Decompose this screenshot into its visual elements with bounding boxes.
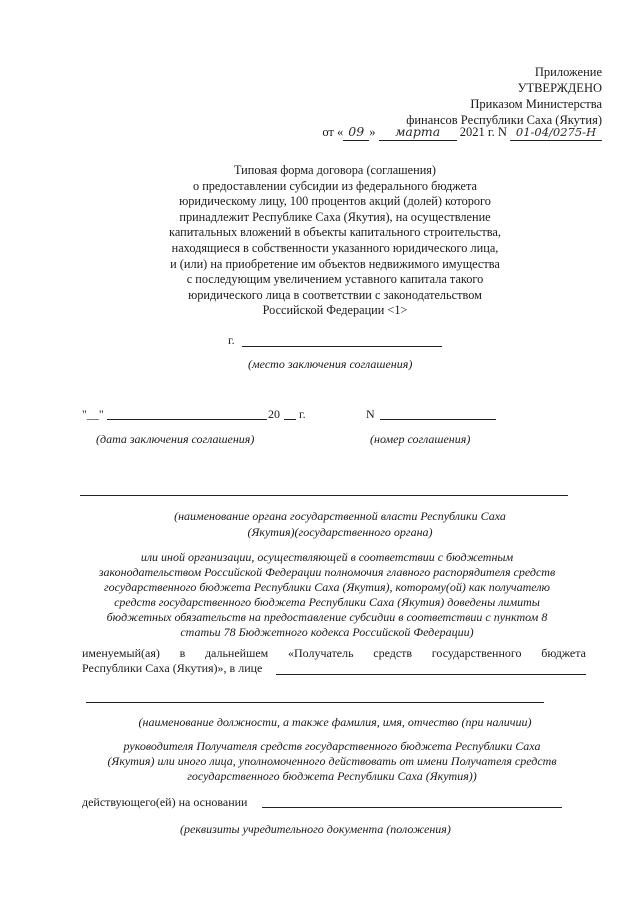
document-title xyxy=(150,163,520,319)
named-line-2: Республики Саха (Якутия)», в лице xyxy=(82,661,263,675)
number-prefix: N xyxy=(366,407,375,421)
named-word: бюджета xyxy=(541,646,586,660)
year-suffix: г. xyxy=(299,407,306,421)
desc-line: государственного бюджета Республики Саха (Якутия), которому(ой) как получателю xyxy=(103,580,551,594)
position-caption: (наименование должности, а также фамилия, имя, отчество (при наличии) xyxy=(138,715,532,729)
number-caption: (номер соглашения) xyxy=(370,432,471,446)
desc-line: (Якутия) или иного лица, уполномоченного действовать от имени Получателя средств xyxy=(107,754,557,768)
title-line: о предоставлении субсидии из федерального бюджета xyxy=(192,178,477,193)
title-line: Российской Федерации <1> xyxy=(262,303,408,318)
position-field[interactable] xyxy=(86,690,544,703)
desc-line: руководителя Получателя средств государственного бюджета Республики Саха xyxy=(123,739,541,753)
place-caption: (место заключения соглашения) xyxy=(248,357,413,371)
title-line: находящиеся в собственности указанного юридического лица, xyxy=(171,240,499,255)
handwritten-month: марта xyxy=(379,124,457,141)
year-field[interactable] xyxy=(284,406,296,420)
named-word: в xyxy=(179,646,186,660)
named-word: «Получатель xyxy=(287,646,354,660)
date-mid: » xyxy=(369,125,376,139)
named-word: государственного xyxy=(431,646,522,660)
date-caption: (дата заключения соглашения) xyxy=(96,432,255,446)
approved-label: УТВЕРЖДЕНО xyxy=(517,81,602,95)
city-field[interactable] xyxy=(242,332,442,347)
named-line xyxy=(82,646,586,661)
desc-line: статьи 78 Бюджетного кодекса Российской Федерации) xyxy=(180,625,474,639)
number-field[interactable] xyxy=(380,406,496,420)
representative-description xyxy=(82,739,582,784)
basis-field[interactable] xyxy=(262,794,562,808)
date-quote: "__" xyxy=(82,407,104,421)
desc-line: законодательством Российской Федерации полномочия главного распорядителя средств xyxy=(98,565,556,579)
named-word: дальнейшем xyxy=(204,646,269,660)
basis-caption: (реквизиты учредительного документа (положения) xyxy=(180,822,451,836)
desc-line: бюджетных обязательств на предоставление субсидии в соответствии с пунктом 8 xyxy=(106,610,548,624)
title-line: капитальных вложений в объекты капитального строительства, xyxy=(169,225,501,240)
title-line: юридическому лицу, 100 процентов акций (долей) которого xyxy=(179,194,491,209)
desc-line: средств государственного бюджета Республики Саха (Якутия) доведены лимиты xyxy=(114,595,540,609)
city-prefix: г. xyxy=(228,333,235,347)
caption-line: (наименование органа государственной власти Республики Саха xyxy=(174,509,506,523)
organization-description xyxy=(82,550,572,640)
title-line: принадлежит Республике Саха (Якутия), на осуществление xyxy=(179,209,491,224)
ministry-label: финансов Республики Саха (Якутия) xyxy=(406,113,602,127)
year-prefix: 20 xyxy=(268,407,280,421)
appendix-label: Приложение xyxy=(534,65,602,79)
title-line: юридического лица в соответствии с законодательством xyxy=(188,287,482,302)
representative-field[interactable] xyxy=(276,661,586,675)
date-field[interactable] xyxy=(107,406,267,420)
desc-line: или иной организации, осуществляющей в соответствии с бюджетным xyxy=(140,550,514,564)
organization-field[interactable] xyxy=(80,483,568,496)
title-line: и (или) на приобретение им объектов недвижимого имущества xyxy=(170,256,500,271)
title-line: с последующим увеличением уставного капитала такого xyxy=(186,272,484,287)
handwritten-day: 09 xyxy=(343,124,369,141)
basis-label: действующего(ей) на основании xyxy=(82,795,248,809)
named-word: именуемый(ая) xyxy=(82,646,160,660)
order-date-line xyxy=(322,124,602,141)
order-label: Приказом Министерства xyxy=(470,97,602,111)
title-line: Типовая форма договора (соглашения) xyxy=(233,163,437,177)
caption-line: (Якутия)(государственного органа) xyxy=(247,525,433,539)
handwritten-doc-number: 01-04/0275-Н xyxy=(510,124,602,141)
date-year: 2021 г. N xyxy=(459,125,507,139)
organization-caption xyxy=(120,508,560,540)
desc-line: государственного бюджета Республики Саха (Якутия)) xyxy=(187,769,477,783)
date-prefix: от « xyxy=(322,125,344,139)
named-word: средств xyxy=(373,646,413,660)
